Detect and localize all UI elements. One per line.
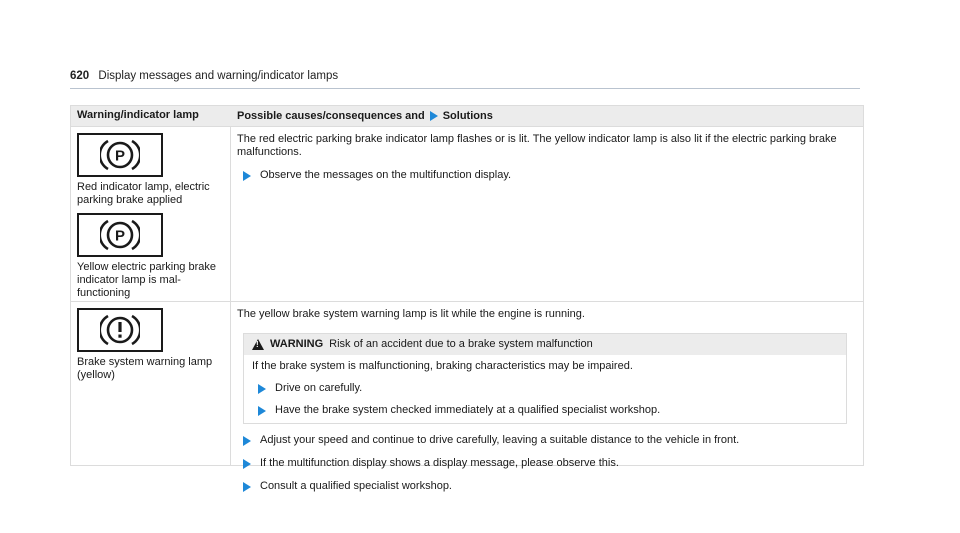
warning-header: [244, 334, 846, 355]
lamp-label: Brake system warning lamp (yellow): [77, 356, 213, 381]
table-row: [71, 301, 863, 492]
arrow-icon: [243, 436, 251, 446]
lamp-cell: [71, 302, 231, 465]
solution-step: [243, 434, 855, 447]
step-text: Drive on carefully.: [275, 382, 363, 394]
brake-warning-icon: [77, 308, 163, 352]
step-text: Have the brake system checked immediately at a qualified specialist workshop.: [275, 404, 661, 416]
solution-step: [243, 457, 855, 470]
solution-step: [243, 169, 855, 182]
step-text: Adjust your speed and continue to drive carefully, leaving a suitable distance to the vehicle in front.: [260, 434, 740, 446]
warning-triangle-icon: !: [252, 339, 264, 350]
warning-step: [258, 404, 838, 417]
step-text: Consult a qualified specialist workshop.: [260, 480, 452, 492]
arrow-icon: [243, 171, 251, 181]
page-header: [70, 70, 860, 89]
warning-text: If the brake system is malfunctioning, braking characteristics may be impaired.: [252, 360, 633, 372]
solution-cell: [231, 302, 863, 492]
cause-text: The red electric parking brake indicator lamp flashes or is lit. The yellow indicator lamp is also lit if the electric parking brake malfunctions.: [237, 133, 837, 158]
warning-body: [244, 355, 846, 423]
lamp-cell: [71, 127, 231, 301]
col2-header-suffix: Solutions: [442, 110, 493, 122]
svg-text:P: P: [114, 227, 126, 245]
warning-box: [243, 333, 847, 424]
warning-subtitle: Risk of an accident due to a brake system malfunction: [329, 338, 593, 350]
lamp-label: Yellow electric parking brake indicator lamp is mal-functioning: [77, 261, 216, 299]
arrow-icon: [258, 384, 266, 394]
lamp-table: [70, 105, 864, 492]
arrow-icon: [430, 111, 438, 121]
col2-header: [231, 106, 863, 126]
warning-title: WARNING: [270, 338, 324, 350]
parking-brake-icon: [77, 133, 163, 177]
parking-brake-icon: [77, 213, 163, 257]
col1-header: Warning/indicator lamp: [77, 109, 199, 121]
cause-text: The yellow brake system warning lamp is lit while the engine is running.: [237, 308, 585, 320]
table-row: [71, 126, 863, 301]
arrow-icon: [243, 459, 251, 469]
solution-step: [243, 480, 855, 493]
col2-header-text: Possible causes/consequences and: [237, 110, 425, 122]
step-text: Observe the messages on the multifunction display.: [260, 169, 512, 181]
arrow-icon: [258, 406, 266, 416]
svg-text:P: P: [114, 147, 126, 165]
table-header: [71, 106, 863, 126]
step-text: If the multifunction display shows a display message, please observe this.: [260, 457, 619, 469]
solution-cell: [231, 127, 863, 301]
arrow-icon: [243, 482, 251, 492]
lamp-label: Red indicator lamp, electric parking brake applied: [77, 181, 210, 206]
page-title: Display messages and warning/indicator lamps: [98, 70, 339, 82]
warning-step: [258, 382, 838, 395]
page-number: 620: [70, 70, 90, 82]
